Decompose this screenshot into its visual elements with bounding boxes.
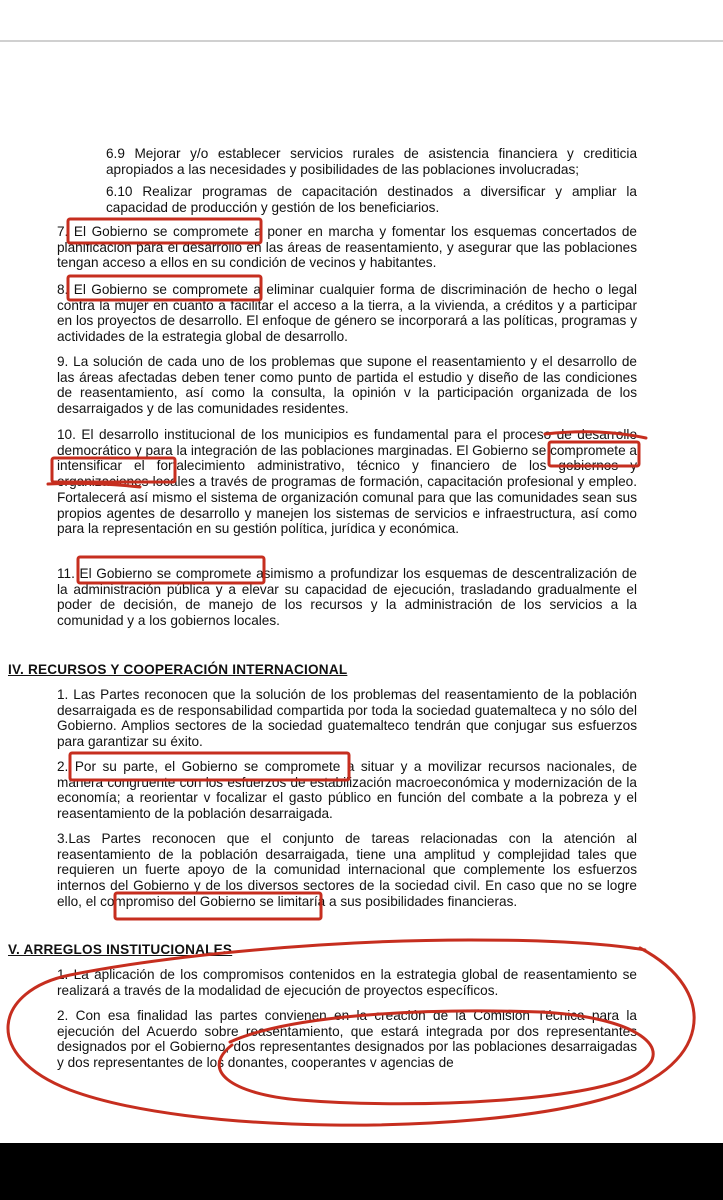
section-v-paragraph-1: 1. La aplicación de los compromisos contenidos en la estrategia global de reasentamiento se realizará a través de la modalidad de ejecución de proyectos específicos. <box>57 967 637 998</box>
section-iv-paragraph-2: 2. Por su parte, el Gobierno se compromete a situar y a movilizar recursos nacionales, de manera congruente con los esfuerzos de estabilización macroeconómica y modernización de la economía; a reorientar v focalizar el gasto público en función del combate a la pobreza y el reasentamiento de la población desarraigada. <box>57 759 637 822</box>
viewer-bottom-bar <box>0 1143 723 1200</box>
viewer-top-bar <box>0 0 723 40</box>
item-7: 7. El Gobierno se compromete a poner en marcha y fomentar los esquemas concertados de planificación para el desarrollo en las áreas de reasentamiento, y asegurar que las poblaciones tengan acceso a ellos en su condición de vecinos y habitantes. <box>57 224 637 271</box>
section-v-paragraph-2: 2. Con esa finalidad las partes convienen en la creación de la Comisión Técnica para la ejecución del Acuerdo sobre reasentamiento, que estará integrada por dos representantes designados por el Gobierno, dos representantes designados por las poblaciones desarraigadas y dos representantes de los donantes, cooperantes v agencias de <box>57 1008 637 1071</box>
section-iv-paragraph-3: 3.Las Partes reconocen que el conjunto de tareas relacionadas con la atención al reasentamiento de la población desarraigada, tiene una amplitud y complejidad tales que requieren un fuerte apoyo de la comunidad internacional que complemente los esfuerzos internos del Gobierno y de los diversos sectores de la sociedad civil. En caso que no se logre ello, el compromiso del Gobierno se limitaría a sus posibilidades financieras. <box>57 831 637 909</box>
document-page <box>0 42 723 1142</box>
item-9: 9. La solución de cada uno de los problemas que supone el reasentamiento y el desarrollo de las áreas afectadas deben tener como punto de partida el estudio y diseño de las condiciones de reasentamiento, así como la consulta, la opinión v la participación organizada de los desarraigados y de las comunidades residentes. <box>57 354 637 417</box>
item-6-10: 6.10 Realizar programas de capacitación destinados a diversificar y ampliar la capacidad de producción y gestión de los beneficiarios. <box>106 184 637 215</box>
section-v-heading: V. ARREGLOS INSTITUCIONALES <box>8 942 233 957</box>
item-8: 8. El Gobierno se compromete a eliminar cualquier forma de discriminación de hecho o legal contra la mujer en cuanto a facilitar el acceso a la tierra, a la vivienda, a créditos y a participar en los proyectos de desarrollo. El enfoque de género se incorporará a las políticas, programas y actividades de la estrategia global de desarrollo. <box>57 282 637 345</box>
item-6-9: 6.9 Mejorar y/o establecer servicios rurales de asistencia financiera y crediticia apropiados a las necesidades y posibilidades de las poblaciones involucradas; <box>106 146 637 177</box>
item-11: 11. El Gobierno se compromete asimismo a profundizar los esquemas de descentralización de la administración pública y a elevar su capacidad de ejecución, trasladando gradualmente el poder de decisión, de manejo de los recursos y la administración de los servicios a la comunidad y a los gobiernos locales. <box>57 566 637 629</box>
section-iv-heading: IV. RECURSOS Y COOPERACIÓN INTERNACIONAL <box>8 662 348 677</box>
section-iv-paragraph-1: 1. Las Partes reconocen que la solución de los problemas del reasentamiento de la población desarraigada es de responsabilidad compartida por toda la sociedad guatemalteca y no sólo del Gobierno. Amplios sectores de la sociedad guatemalteco tendrán que conjugar sus esfuerzos para garantizar su éxito. <box>57 687 637 750</box>
item-10: 10. El desarrollo institucional de los municipios es fundamental para el proceso de desarrollo democrático y para la integración de las poblaciones marginadas. El Gobierno se compromete a intensificar el fortalecimiento administrativo, técnico y financiero de los gobiernos y organizaciones locales a través de programas de formación, capacitación profesional y empleo. Fortalecerá así mismo el sistema de organización comunal para que las comunidades sean sus propios agentes de desarrollo y manejen los sistemas de servicios e infraestructura, así como para la representación en su gestión política, jurídica y económica. <box>57 427 637 537</box>
